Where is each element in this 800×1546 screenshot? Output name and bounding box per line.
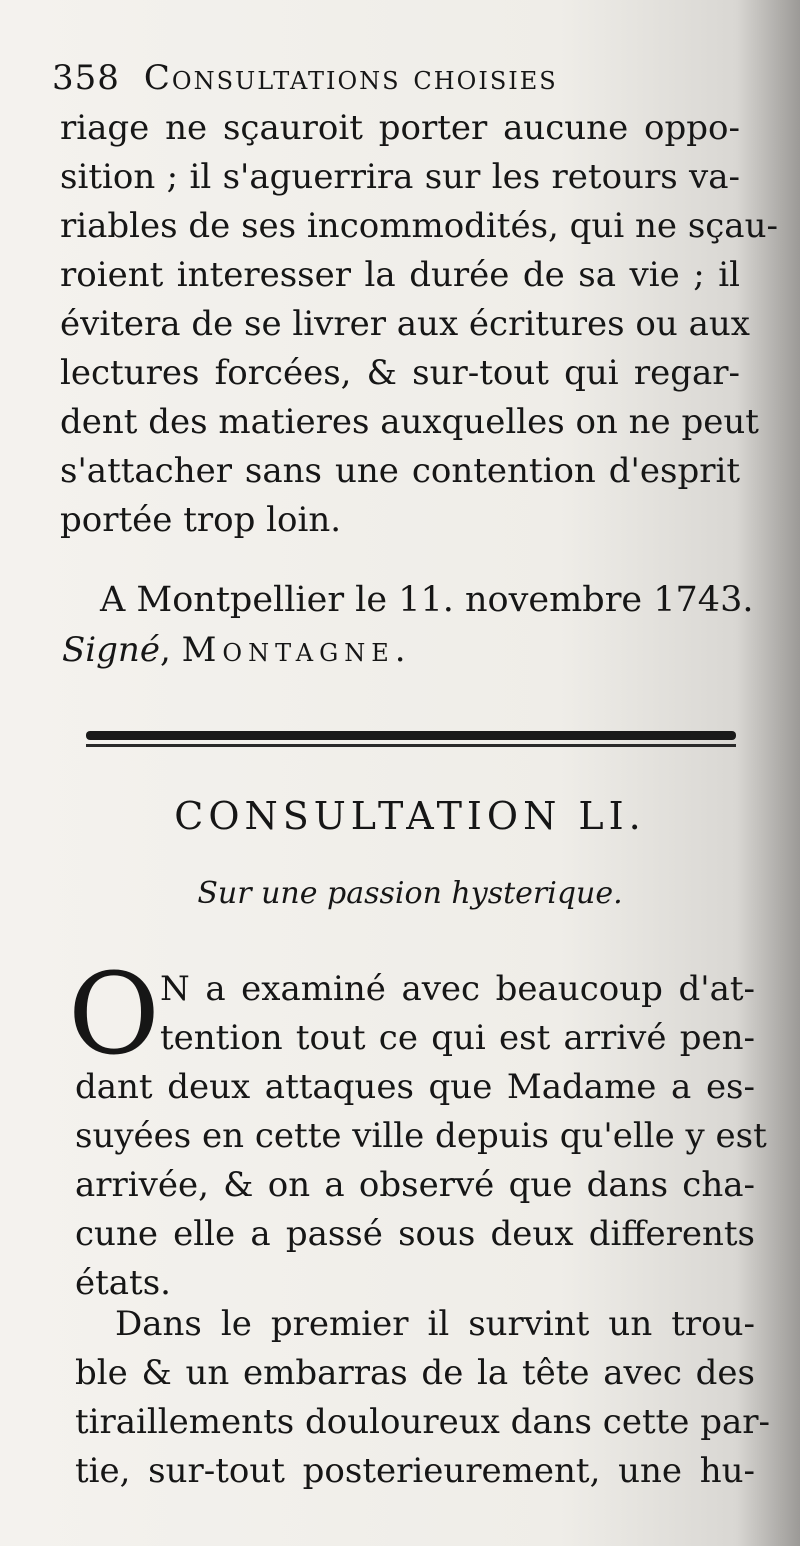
previous-consultation-text [60,104,778,545]
text-line: roient interesser la durée de sa vie ; il [60,255,740,295]
text-line: ble & un embarras de la tête avec des [75,1353,755,1393]
text-line: tiraillements douloureux dans cette par- [75,1402,770,1442]
text-line: riables de ses incommodités, qui ne sçau- [60,206,778,246]
text-line: Dans le premier il survint un trou- [115,1304,755,1344]
running-title: Consultations choisies [143,58,558,98]
text-line: tention tout ce qui est arrivé pen- [160,1018,755,1058]
signature-line: Signé, Montagne. [62,630,412,670]
text-line: évitera de se livrer aux écritures ou aux [60,304,750,344]
paragraph-2 [75,1300,770,1496]
text-line: portée trop loin. [60,500,342,540]
consultation-heading: CONSULTATION LI. [174,794,646,838]
text-line: suyées en cette ville depuis qu'elle y est [75,1116,767,1156]
paragraph-1 [75,1063,767,1308]
text-line: lectures forcées, & sur-tout qui regar- [60,353,740,393]
text-line: s'attacher sans une contention d'esprit [60,451,740,491]
dateline: A Montpellier le 11. novembre 1743. [100,580,754,620]
text-line: cune elle a passé sous deux differents [75,1214,755,1254]
section-divider [86,729,736,749]
text-line: dent des matieres auxquelles on ne peut [60,402,759,442]
text-line: sition ; il s'aguerrira sur les retours va- [60,157,740,197]
signer-name: Montagne. [181,630,412,670]
consultation-subheading: Sur une passion hysterique. [197,876,623,911]
text-line: N a examiné avec beaucoup d'at- [160,969,755,1009]
text-line: tie, sur-tout posterieurement, une hu- [75,1451,755,1491]
page-number: 358 [52,58,120,98]
text-line: dant deux attaques que Madame a es- [75,1067,755,1107]
drop-cap: O [68,950,160,1080]
page-header [52,58,732,98]
opening-lines [160,965,755,1063]
divider-thin-rule [86,744,736,747]
divider-thick-rule [86,731,736,740]
text-line: riage ne sçauroit porter aucune oppo- [60,108,740,148]
signed-label: Signé [62,630,160,670]
text-line: arrivée, & on a observé que dans cha- [75,1165,755,1205]
text-line: états. [75,1263,171,1303]
